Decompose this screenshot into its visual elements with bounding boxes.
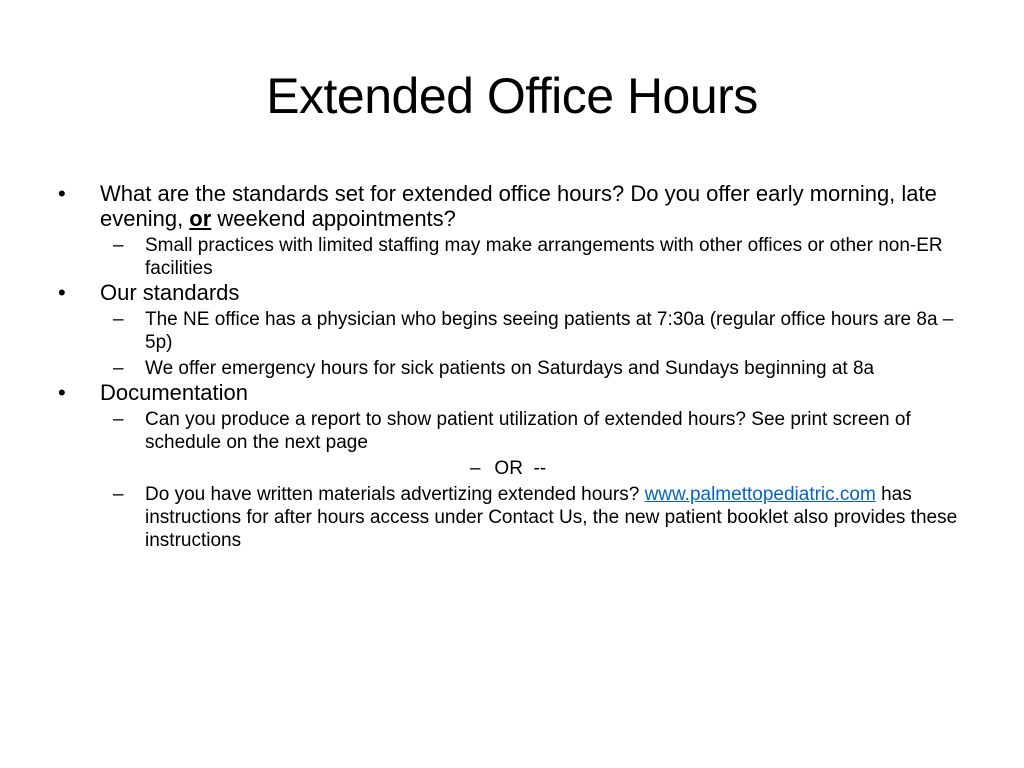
sub-item-text: has instructions for after hours access under Contact Us, the new patient booklet also provides these instructions (145, 484, 958, 551)
sub-item-text: OR -- (494, 458, 547, 479)
sub-item-text: Can you produce a report to show patient utilization of extended hours? See print screen of schedule on the next page (145, 409, 911, 453)
sub-item-text: Do you have written materials advertizing extended hours? (145, 484, 645, 505)
bullet-text: weekend appointments? (211, 206, 456, 231)
dash-marker: – (113, 358, 124, 379)
sub-item (100, 408, 958, 454)
sub-list (58, 234, 958, 280)
bullet-text: Our standards (100, 280, 240, 305)
emphasis-text: or (189, 206, 212, 231)
sub-item-text: The NE office has a physician who begins seeing patients at 7:30a (regular office hours are 8a – 5p) (145, 309, 954, 353)
bullet-text: What are the standards set for extended office hours? Do you offer early morning, late evening, (100, 181, 937, 231)
sub-item-text: Small practices with limited staffing may make arrangements with other offices or other non-ER facilities (145, 235, 943, 279)
dash-marker: – (113, 309, 124, 330)
dash-marker: – (113, 235, 124, 256)
bullet-marker: • (58, 280, 66, 305)
sub-item (100, 357, 958, 380)
bullet-marker: • (58, 181, 66, 206)
bullet-marker: • (58, 380, 66, 405)
slide-body (58, 181, 958, 552)
bullet-item (58, 280, 958, 305)
sub-item-text: We offer emergency hours for sick patients on Saturdays and Sundays beginning at 8a (145, 358, 875, 379)
sub-item-or (58, 457, 958, 480)
dash-marker: – (113, 484, 124, 505)
dash-marker: – (469, 458, 481, 479)
sub-list (58, 308, 958, 380)
bullet-item (58, 380, 958, 405)
dash-marker: – (113, 409, 124, 430)
sub-item (100, 308, 958, 354)
slide-title: Extended Office Hours (266, 68, 758, 124)
bullet-text: Documentation (100, 380, 248, 405)
sub-item (100, 483, 958, 552)
sub-list (58, 408, 958, 552)
bullet-item (58, 181, 958, 231)
website-link[interactable]: www.palmettopediatric.com (644, 484, 876, 505)
sub-item (100, 234, 958, 280)
